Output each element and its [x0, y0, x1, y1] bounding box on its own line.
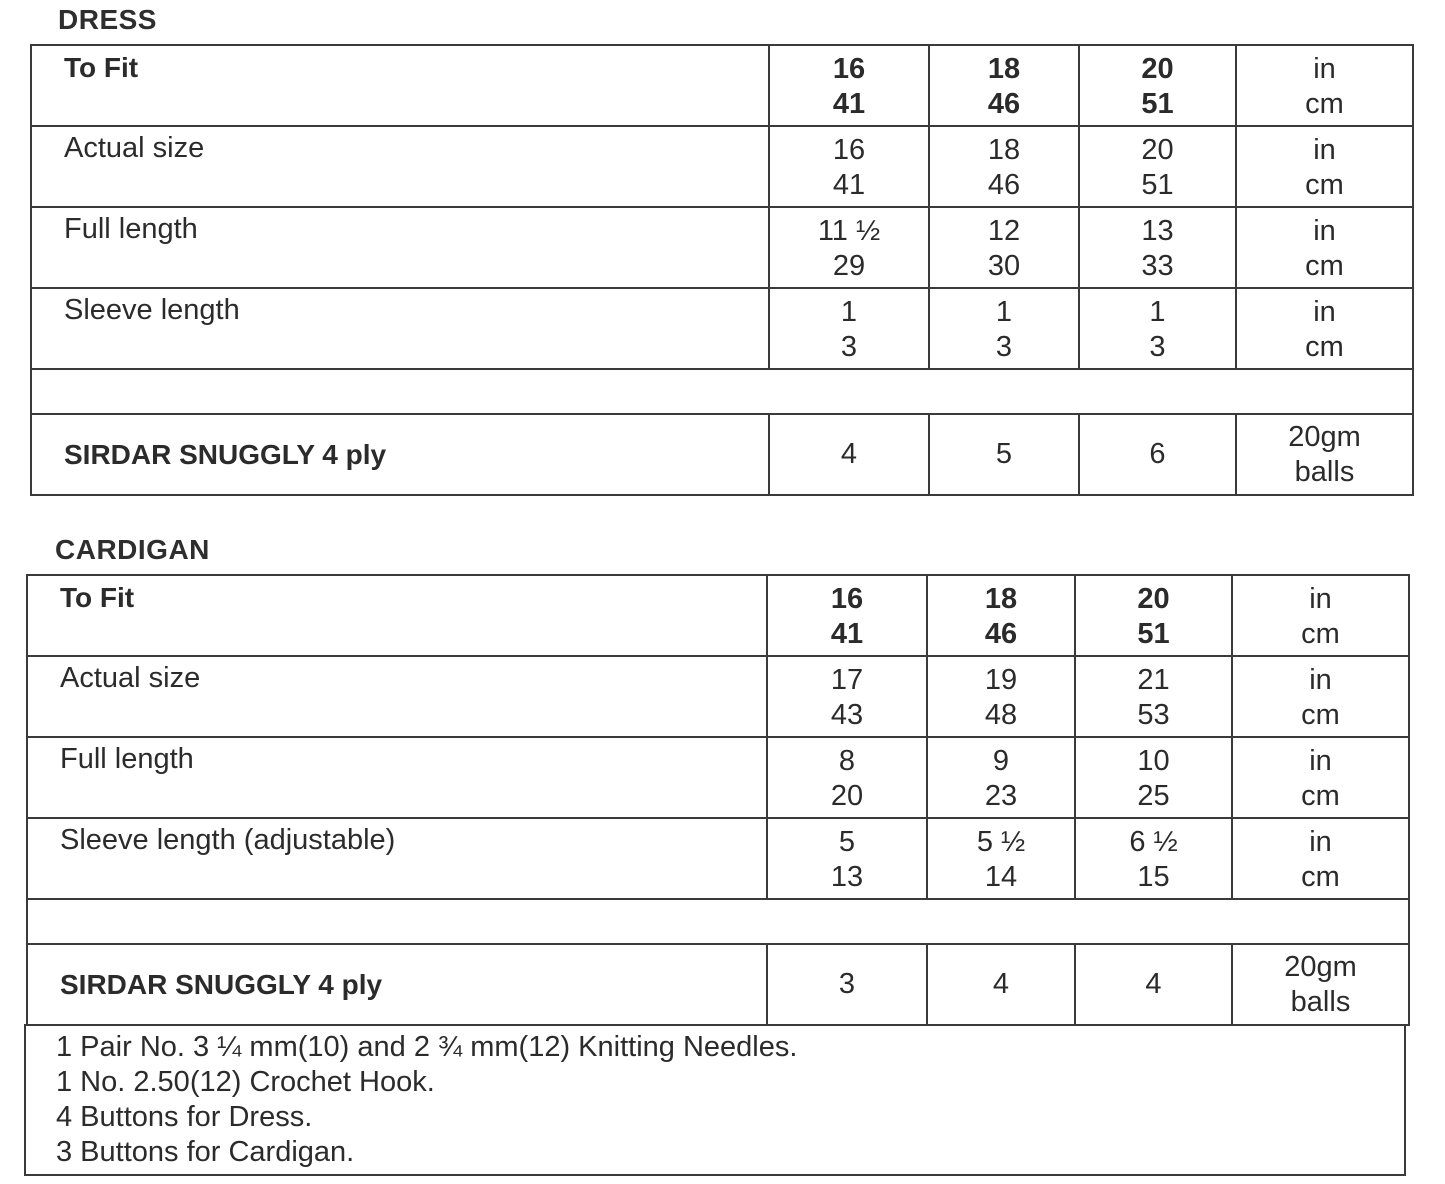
value-cm: 3 — [995, 331, 1013, 363]
unit-cell — [1232, 575, 1409, 656]
unit-cell — [1232, 818, 1409, 899]
value-in: 20 — [1141, 53, 1174, 85]
dress-heading: DRESS — [58, 4, 157, 35]
yarn-unit-weight: 20gm — [1288, 420, 1361, 453]
value-cm: 41 — [832, 169, 866, 201]
unit-cell — [1232, 737, 1409, 818]
row-label: Sleeve length (adjustable) — [27, 818, 767, 899]
size-row — [31, 288, 1413, 369]
yarn-quantity: 4 — [769, 414, 929, 495]
unit-cm: cm — [1305, 169, 1344, 201]
value-in: 13 — [1141, 215, 1174, 247]
unit-in: in — [1313, 53, 1336, 85]
yarn-quantity: 3 — [767, 944, 927, 1025]
unit-cell — [1232, 656, 1409, 737]
size-value-cell — [1079, 288, 1236, 369]
unit-in: in — [1313, 215, 1336, 247]
yarn-quantity: 4 — [1075, 944, 1232, 1025]
row-label: To Fit — [27, 575, 767, 656]
value-cm: 20 — [830, 780, 864, 812]
value-cm: 41 — [830, 618, 864, 650]
unit-cell — [1236, 288, 1413, 369]
unit-in: in — [1309, 664, 1332, 696]
yarn-unit-cell — [1232, 944, 1409, 1025]
unit-in: in — [1309, 826, 1332, 858]
size-row — [27, 575, 1409, 656]
value-in: 10 — [1137, 745, 1170, 777]
size-value-cell — [767, 575, 927, 656]
value-cm: 46 — [987, 169, 1021, 201]
size-value-cell — [769, 288, 929, 369]
size-value-cell — [927, 575, 1075, 656]
value-in: 20 — [1141, 134, 1174, 166]
yarn-unit-cell — [1236, 414, 1413, 495]
value-in: 5 — [838, 826, 856, 858]
value-cm: 33 — [1141, 250, 1174, 282]
dress-size-table — [30, 44, 1414, 496]
value-in: 20 — [1137, 583, 1170, 615]
row-label: Full length — [31, 207, 769, 288]
yarn-row — [27, 944, 1409, 1025]
size-value-cell — [929, 45, 1079, 126]
row-label: To Fit — [31, 45, 769, 126]
value-in: 1 — [840, 296, 858, 328]
value-cm: 13 — [830, 861, 864, 893]
unit-cm: cm — [1305, 88, 1344, 120]
size-value-cell — [767, 818, 927, 899]
value-in: 16 — [830, 583, 864, 615]
yarn-unit-weight: 20gm — [1284, 950, 1357, 983]
value-cm: 51 — [1141, 169, 1174, 201]
unit-cell — [1236, 45, 1413, 126]
unit-cm: cm — [1305, 331, 1344, 363]
value-in: 1 — [995, 296, 1013, 328]
value-cm: 51 — [1141, 88, 1174, 120]
value-cm: 15 — [1137, 861, 1170, 893]
spacer-row — [27, 899, 1409, 944]
cardigan-heading: CARDIGAN — [55, 534, 210, 565]
spacer-cell — [31, 369, 1413, 414]
value-in: 16 — [832, 134, 866, 166]
unit-in: in — [1309, 583, 1332, 615]
note-cardigan-buttons: 3 Buttons for Cardigan. — [56, 1136, 355, 1168]
value-cm: 53 — [1137, 699, 1170, 731]
value-cm: 51 — [1137, 618, 1170, 650]
note-dress-buttons: 4 Buttons for Dress. — [56, 1101, 313, 1133]
unit-cm: cm — [1301, 780, 1340, 812]
value-cm: 46 — [984, 618, 1018, 650]
value-in: 16 — [832, 53, 866, 85]
size-value-cell — [767, 656, 927, 737]
yarn-label: SIRDAR SNUGGLY 4 ply — [31, 414, 769, 495]
value-cm: 30 — [987, 250, 1021, 282]
size-value-cell — [929, 288, 1079, 369]
value-in: 18 — [987, 53, 1021, 85]
yarn-quantity: 4 — [927, 944, 1075, 1025]
size-row — [31, 126, 1413, 207]
unit-in: in — [1309, 745, 1332, 777]
unit-cm: cm — [1301, 699, 1340, 731]
value-in: 8 — [838, 745, 856, 777]
value-in: 5 ½ — [976, 826, 1026, 858]
yarn-row — [31, 414, 1413, 495]
yarn-quantity: 5 — [929, 414, 1079, 495]
size-value-cell — [1075, 656, 1232, 737]
value-in: 11 ½ — [817, 215, 881, 247]
unit-cell — [1236, 126, 1413, 207]
cardigan-size-table — [26, 574, 1410, 1026]
size-value-cell — [927, 818, 1075, 899]
unit-cm: cm — [1301, 861, 1340, 893]
value-in: 9 — [992, 745, 1010, 777]
row-label: Full length — [27, 737, 767, 818]
size-row — [27, 656, 1409, 737]
unit-in: in — [1313, 134, 1336, 166]
value-cm: 29 — [832, 250, 866, 282]
size-value-cell — [1079, 207, 1236, 288]
value-cm: 43 — [830, 699, 864, 731]
yarn-unit-balls: balls — [1294, 455, 1355, 488]
note-needles: 1 Pair No. 3 ¼ mm(10) and 2 ¾ mm(12) Knitting Needles. — [56, 1031, 798, 1063]
value-cm: 25 — [1137, 780, 1170, 812]
unit-in: in — [1313, 296, 1336, 328]
size-row — [27, 737, 1409, 818]
value-in: 17 — [830, 664, 864, 696]
size-value-cell — [927, 737, 1075, 818]
spacer-cell — [27, 899, 1409, 944]
size-value-cell — [1079, 126, 1236, 207]
size-value-cell — [1075, 818, 1232, 899]
size-row — [27, 818, 1409, 899]
size-value-cell — [769, 45, 929, 126]
size-value-cell — [929, 207, 1079, 288]
value-in: 6 ½ — [1129, 826, 1178, 858]
row-label: Actual size — [27, 656, 767, 737]
row-label: Sleeve length — [31, 288, 769, 369]
size-value-cell — [767, 737, 927, 818]
size-row — [31, 45, 1413, 126]
size-value-cell — [1075, 575, 1232, 656]
note-crochet-hook: 1 No. 2.50(12) Crochet Hook. — [56, 1066, 435, 1098]
materials-notes — [24, 1024, 1406, 1176]
size-value-cell — [1075, 737, 1232, 818]
value-in: 1 — [1149, 296, 1166, 328]
value-in: 18 — [984, 583, 1018, 615]
size-value-cell — [1079, 45, 1236, 126]
yarn-unit-balls: balls — [1290, 985, 1351, 1018]
value-cm: 48 — [984, 699, 1018, 731]
size-value-cell — [929, 126, 1079, 207]
size-value-cell — [927, 656, 1075, 737]
value-cm: 46 — [987, 88, 1021, 120]
value-cm: 23 — [984, 780, 1018, 812]
value-in: 18 — [987, 134, 1021, 166]
value-cm: 14 — [984, 861, 1018, 893]
value-in: 19 — [984, 664, 1018, 696]
yarn-quantity: 6 — [1079, 414, 1236, 495]
value-cm: 3 — [840, 331, 858, 363]
size-value-cell — [769, 207, 929, 288]
unit-cell — [1236, 207, 1413, 288]
value-in: 12 — [987, 215, 1021, 247]
size-value-cell — [769, 126, 929, 207]
row-label: Actual size — [31, 126, 769, 207]
value-cm: 3 — [1149, 331, 1166, 363]
spacer-row — [31, 369, 1413, 414]
value-cm: 41 — [832, 88, 866, 120]
size-row — [31, 207, 1413, 288]
unit-cm: cm — [1305, 250, 1344, 282]
yarn-label: SIRDAR SNUGGLY 4 ply — [27, 944, 767, 1025]
unit-cm: cm — [1301, 618, 1340, 650]
value-in: 21 — [1137, 664, 1170, 696]
